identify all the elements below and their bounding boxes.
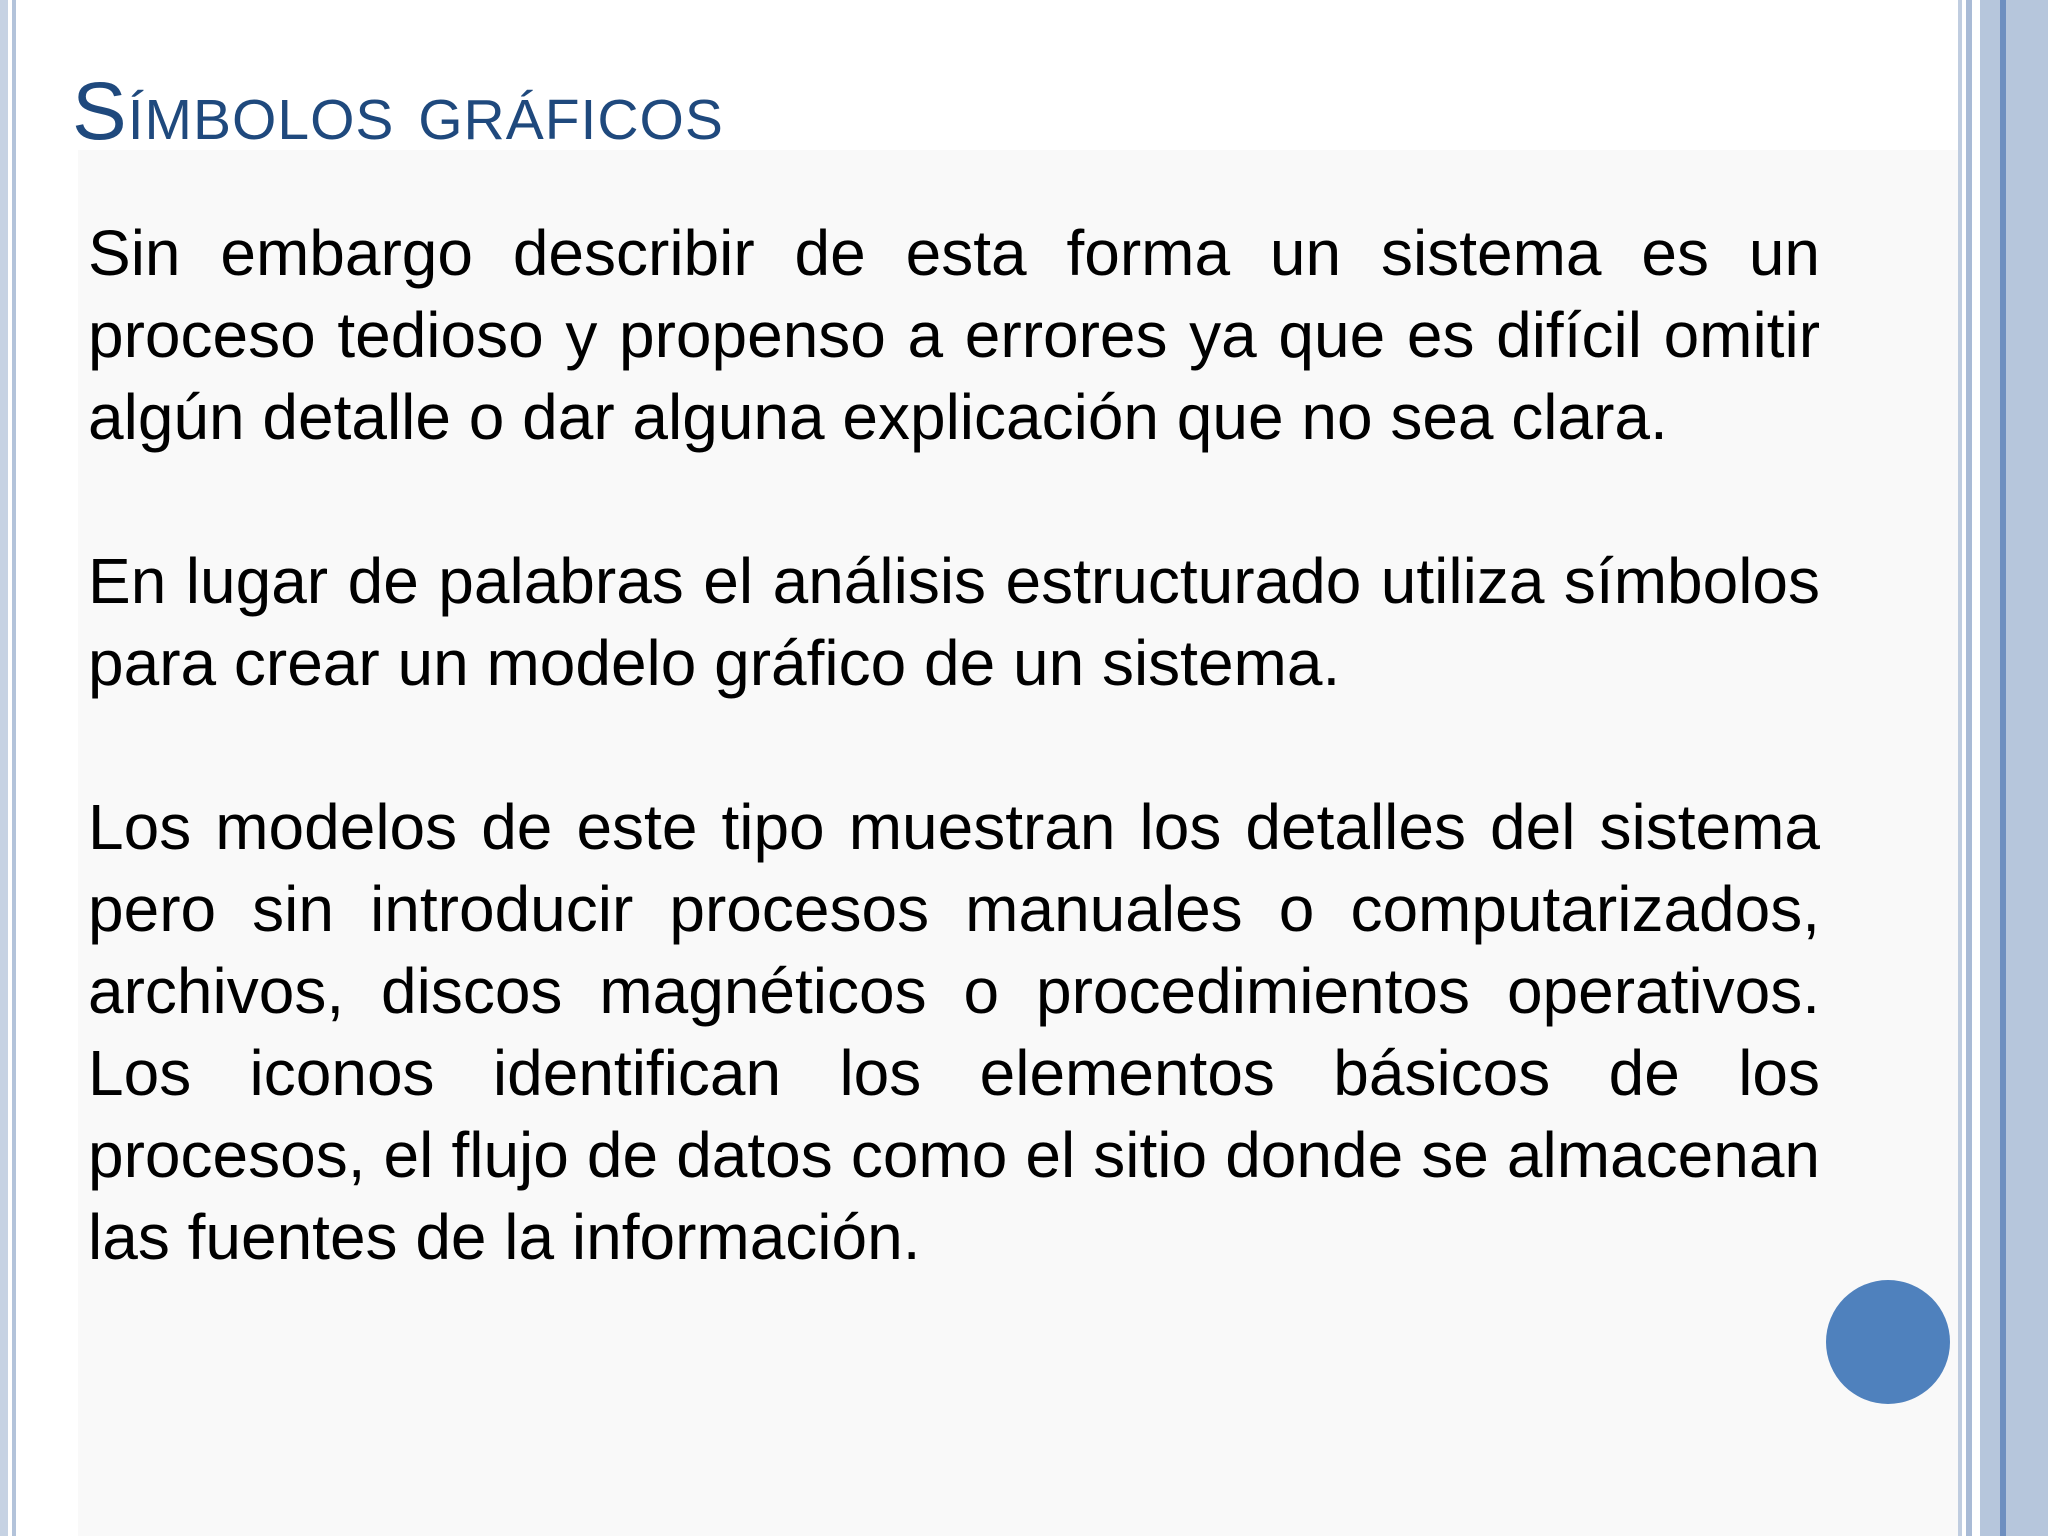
right-frame-band	[1980, 0, 2000, 1536]
right-frame-band-outer	[2006, 0, 2048, 1536]
right-frame-line-2	[1966, 0, 1972, 1536]
paragraph-2: En lugar de palabras el análisis estructurado utiliza símbolos para crear un modelo gráfico de un sistema.	[88, 545, 1820, 699]
paragraph-3: Los modelos de este tipo muestran los detalles del sistema pero sin introducir procesos manuales o computarizados, archivos, discos magnéticos o procedimientos operativos. Los iconos identifican los elementos básicos de los procesos, el flujo de datos como el sitio donde se almacenan las fuentes de la información.	[88, 791, 1820, 1273]
slide-body	[88, 212, 1820, 1278]
left-frame-line	[0, 0, 8, 1536]
decorative-circle	[1826, 1280, 1950, 1404]
left-frame-line-inner	[12, 0, 16, 1536]
slide-title: Símbolos gráficos	[72, 66, 724, 157]
right-frame-line-1	[1958, 0, 1962, 1536]
paragraph-1: Sin embargo describir de esta forma un sistema es un proceso tedioso y propenso a errores ya que es difícil omitir algún detalle o dar alguna explicación que no sea clara.	[88, 217, 1820, 453]
